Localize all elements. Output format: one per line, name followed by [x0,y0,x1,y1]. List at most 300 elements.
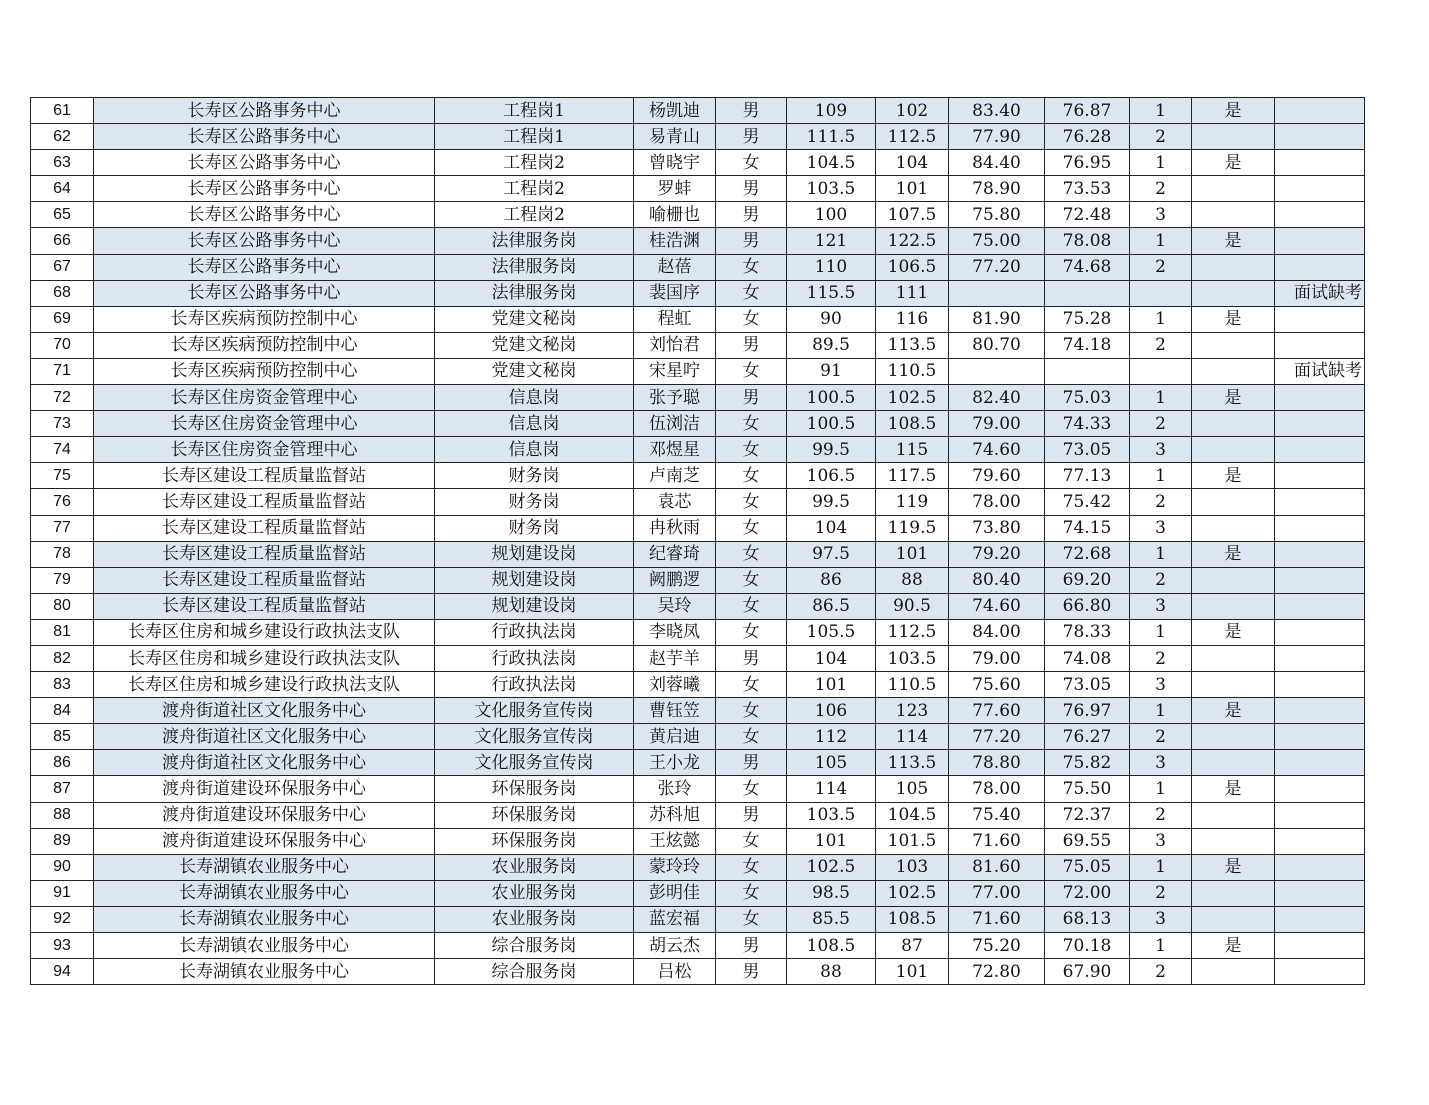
cell-interview-score: 79.60 [949,463,1045,489]
cell-rank: 2 [1130,802,1192,828]
cell-remark [1275,567,1365,593]
cell-seq-no: 66 [31,228,94,254]
cell-score-1: 99.5 [787,489,876,515]
cell-post: 农业服务岗 [435,880,634,906]
cell-gender: 女 [716,828,787,854]
cell-interview-score: 72.80 [949,959,1045,985]
cell-total-score: 69.55 [1045,828,1130,854]
cell-interview-score: 73.80 [949,515,1045,541]
cell-total-score: 76.27 [1045,724,1130,750]
cell-score-2: 122.5 [876,228,949,254]
cell-seq-no: 77 [31,515,94,541]
cell-total-score: 78.08 [1045,228,1130,254]
cell-score-1: 98.5 [787,880,876,906]
table-row [31,489,1365,515]
table-row [31,202,1365,228]
cell-rank: 1 [1130,228,1192,254]
table-row [31,672,1365,698]
cell-interview-score: 82.40 [949,385,1045,411]
cell-rank: 3 [1130,515,1192,541]
cell-unit: 渡舟街道社区文化服务中心 [94,750,435,776]
cell-score-2: 101 [876,541,949,567]
cell-total-score: 76.97 [1045,698,1130,724]
table-row [31,880,1365,906]
table-row [31,124,1365,150]
cell-interview-score [949,358,1045,384]
cell-total-score: 74.15 [1045,515,1130,541]
cell-score-2: 106.5 [876,254,949,280]
cell-score-2: 110.5 [876,672,949,698]
cell-total-score: 72.00 [1045,880,1130,906]
table-row [31,228,1365,254]
cell-gender: 女 [716,437,787,463]
cell-candidate-name: 张予聪 [634,385,716,411]
cell-post: 文化服务宣传岗 [435,750,634,776]
cell-rank: 1 [1130,619,1192,645]
cell-score-1: 86 [787,567,876,593]
cell-rank: 3 [1130,750,1192,776]
cell-score-1: 106.5 [787,463,876,489]
cell-score-1: 86.5 [787,593,876,619]
cell-score-1: 90 [787,306,876,332]
cell-seq-no: 92 [31,906,94,932]
cell-physical-exam [1192,959,1275,985]
cell-candidate-name: 喻栅也 [634,202,716,228]
cell-remark [1275,724,1365,750]
cell-post: 财务岗 [435,489,634,515]
cell-physical-exam: 是 [1192,854,1275,880]
cell-score-1: 100.5 [787,411,876,437]
cell-total-score: 74.18 [1045,332,1130,358]
table-row [31,541,1365,567]
cell-remark [1275,437,1365,463]
cell-remark [1275,854,1365,880]
cell-gender: 女 [716,724,787,750]
cell-total-score: 78.33 [1045,619,1130,645]
cell-unit: 长寿区疾病预防控制中心 [94,332,435,358]
cell-score-2: 123 [876,698,949,724]
cell-interview-score: 79.00 [949,645,1045,671]
table-row [31,959,1365,985]
cell-physical-exam [1192,828,1275,854]
cell-total-score: 74.68 [1045,254,1130,280]
cell-post: 文化服务宣传岗 [435,698,634,724]
cell-seq-no: 76 [31,489,94,515]
cell-gender: 男 [716,332,787,358]
cell-candidate-name: 黄启迪 [634,724,716,750]
cell-candidate-name: 赵芋羊 [634,645,716,671]
cell-candidate-name: 彭明佳 [634,880,716,906]
cell-physical-exam [1192,906,1275,932]
cell-candidate-name: 赵蓓 [634,254,716,280]
cell-unit: 渡舟街道社区文化服务中心 [94,698,435,724]
cell-unit: 长寿区住房资金管理中心 [94,411,435,437]
cell-score-2: 87 [876,933,949,959]
cell-gender: 男 [716,750,787,776]
cell-candidate-name: 刘蓉曦 [634,672,716,698]
cell-interview-score: 78.00 [949,489,1045,515]
cell-rank: 1 [1130,854,1192,880]
cell-rank: 2 [1130,959,1192,985]
cell-physical-exam: 是 [1192,306,1275,332]
cell-rank: 2 [1130,176,1192,202]
cell-candidate-name: 吕松 [634,959,716,985]
cell-physical-exam: 是 [1192,933,1275,959]
cell-candidate-name: 蓝宏福 [634,906,716,932]
cell-post: 工程岗2 [435,150,634,176]
cell-total-score: 75.05 [1045,854,1130,880]
cell-post: 财务岗 [435,463,634,489]
cell-gender: 女 [716,306,787,332]
cell-seq-no: 67 [31,254,94,280]
cell-candidate-name: 李晓凤 [634,619,716,645]
cell-score-1: 106 [787,698,876,724]
cell-unit: 长寿湖镇农业服务中心 [94,959,435,985]
cell-interview-score: 77.60 [949,698,1045,724]
cell-seq-no: 74 [31,437,94,463]
cell-gender: 女 [716,515,787,541]
cell-post: 党建文秘岗 [435,332,634,358]
cell-seq-no: 82 [31,645,94,671]
cell-total-score [1045,280,1130,306]
cell-candidate-name: 蒙玲玲 [634,854,716,880]
cell-total-score: 75.50 [1045,776,1130,802]
cell-unit: 长寿区公路事务中心 [94,150,435,176]
cell-interview-score: 78.80 [949,750,1045,776]
cell-physical-exam [1192,750,1275,776]
cell-interview-score: 81.60 [949,854,1045,880]
cell-seq-no: 91 [31,880,94,906]
cell-candidate-name: 王炫懿 [634,828,716,854]
cell-post: 党建文秘岗 [435,358,634,384]
cell-score-2: 101 [876,176,949,202]
cell-physical-exam: 是 [1192,98,1275,124]
cell-rank: 1 [1130,385,1192,411]
cell-total-score: 72.37 [1045,802,1130,828]
cell-total-score: 73.05 [1045,437,1130,463]
cell-rank: 1 [1130,776,1192,802]
table-row [31,593,1365,619]
cell-rank: 2 [1130,567,1192,593]
cell-interview-score: 80.40 [949,567,1045,593]
cell-post: 党建文秘岗 [435,306,634,332]
cell-gender: 男 [716,228,787,254]
cell-rank: 1 [1130,698,1192,724]
cell-physical-exam [1192,358,1275,384]
cell-unit: 长寿湖镇农业服务中心 [94,880,435,906]
cell-total-score: 75.28 [1045,306,1130,332]
cell-score-2: 115 [876,437,949,463]
cell-seq-no: 85 [31,724,94,750]
cell-candidate-name: 吴玲 [634,593,716,619]
cell-interview-score: 75.20 [949,933,1045,959]
cell-remark [1275,645,1365,671]
cell-rank: 3 [1130,202,1192,228]
cell-remark: 面试缺考 [1275,280,1365,306]
cell-unit: 长寿区住房资金管理中心 [94,385,435,411]
cell-gender: 男 [716,802,787,828]
cell-unit: 长寿区公路事务中心 [94,254,435,280]
cell-gender: 女 [716,567,787,593]
cell-score-2: 114 [876,724,949,750]
cell-seq-no: 63 [31,150,94,176]
cell-unit: 长寿湖镇农业服务中心 [94,854,435,880]
cell-score-2: 103.5 [876,645,949,671]
cell-unit: 长寿湖镇农业服务中心 [94,933,435,959]
table-row [31,828,1365,854]
cell-seq-no: 78 [31,541,94,567]
cell-remark [1275,672,1365,698]
cell-score-2: 111 [876,280,949,306]
cell-gender: 女 [716,854,787,880]
cell-gender: 女 [716,698,787,724]
table-row [31,332,1365,358]
cell-score-1: 105.5 [787,619,876,645]
cell-score-1: 97.5 [787,541,876,567]
cell-physical-exam: 是 [1192,619,1275,645]
table-row [31,854,1365,880]
cell-total-score: 76.28 [1045,124,1130,150]
cell-unit: 长寿区住房资金管理中心 [94,437,435,463]
cell-post: 信息岗 [435,411,634,437]
cell-seq-no: 68 [31,280,94,306]
cell-gender: 男 [716,124,787,150]
cell-unit: 长寿区公路事务中心 [94,176,435,202]
cell-remark [1275,202,1365,228]
cell-unit: 长寿区疾病预防控制中心 [94,306,435,332]
cell-interview-score: 79.20 [949,541,1045,567]
table-row [31,802,1365,828]
cell-unit: 长寿区公路事务中心 [94,228,435,254]
cell-total-score: 70.18 [1045,933,1130,959]
cell-interview-score: 77.20 [949,254,1045,280]
cell-seq-no: 79 [31,567,94,593]
cell-unit: 长寿区公路事务中心 [94,124,435,150]
cell-candidate-name: 阙鹏逻 [634,567,716,593]
cell-post: 工程岗2 [435,202,634,228]
cell-score-2: 104.5 [876,802,949,828]
cell-score-1: 99.5 [787,437,876,463]
cell-post: 规划建设岗 [435,567,634,593]
cell-total-score: 66.80 [1045,593,1130,619]
cell-remark [1275,176,1365,202]
cell-physical-exam: 是 [1192,698,1275,724]
cell-post: 财务岗 [435,515,634,541]
table-row [31,776,1365,802]
cell-remark [1275,489,1365,515]
cell-rank: 2 [1130,489,1192,515]
cell-unit: 渡舟街道建设环保服务中心 [94,828,435,854]
cell-seq-no: 73 [31,411,94,437]
cell-gender: 女 [716,541,787,567]
cell-post: 行政执法岗 [435,619,634,645]
cell-unit: 长寿区建设工程质量监督站 [94,541,435,567]
cell-gender: 男 [716,933,787,959]
cell-rank: 2 [1130,124,1192,150]
cell-candidate-name: 卢南芝 [634,463,716,489]
cell-physical-exam: 是 [1192,463,1275,489]
cell-interview-score: 75.80 [949,202,1045,228]
cell-post: 工程岗1 [435,124,634,150]
cell-score-1: 85.5 [787,906,876,932]
cell-candidate-name: 罗蚌 [634,176,716,202]
cell-remark [1275,306,1365,332]
cell-score-2: 102.5 [876,385,949,411]
cell-physical-exam [1192,176,1275,202]
cell-score-2: 119 [876,489,949,515]
cell-total-score: 69.20 [1045,567,1130,593]
cell-score-2: 108.5 [876,906,949,932]
cell-gender: 女 [716,150,787,176]
cell-post: 信息岗 [435,385,634,411]
cell-rank: 3 [1130,672,1192,698]
cell-candidate-name: 冉秋雨 [634,515,716,541]
cell-score-1: 88 [787,959,876,985]
cell-gender: 男 [716,98,787,124]
cell-candidate-name: 刘怡君 [634,332,716,358]
cell-score-2: 119.5 [876,515,949,541]
cell-score-1: 100.5 [787,385,876,411]
cell-gender: 男 [716,959,787,985]
cell-remark [1275,124,1365,150]
cell-post: 环保服务岗 [435,802,634,828]
cell-candidate-name: 桂浩渊 [634,228,716,254]
cell-candidate-name: 纪睿琦 [634,541,716,567]
table-row [31,567,1365,593]
cell-candidate-name: 苏科旭 [634,802,716,828]
cell-post: 工程岗1 [435,98,634,124]
cell-rank: 1 [1130,933,1192,959]
cell-candidate-name: 易青山 [634,124,716,150]
cell-remark [1275,515,1365,541]
cell-post: 规划建设岗 [435,541,634,567]
cell-remark [1275,619,1365,645]
cell-candidate-name: 曹钰笠 [634,698,716,724]
cell-rank: 2 [1130,880,1192,906]
cell-score-1: 104 [787,645,876,671]
table-row [31,254,1365,280]
cell-score-2: 88 [876,567,949,593]
cell-candidate-name: 胡云杰 [634,933,716,959]
cell-rank: 2 [1130,724,1192,750]
cell-rank: 1 [1130,98,1192,124]
cell-gender: 女 [716,880,787,906]
cell-unit: 渡舟街道建设环保服务中心 [94,776,435,802]
cell-interview-score: 74.60 [949,593,1045,619]
cell-seq-no: 61 [31,98,94,124]
cell-score-1: 115.5 [787,280,876,306]
cell-rank: 1 [1130,541,1192,567]
cell-score-2: 107.5 [876,202,949,228]
cell-physical-exam [1192,515,1275,541]
cell-post: 农业服务岗 [435,906,634,932]
cell-post: 法律服务岗 [435,228,634,254]
cell-score-1: 121 [787,228,876,254]
cell-score-1: 103.5 [787,176,876,202]
cell-physical-exam [1192,567,1275,593]
table-row [31,619,1365,645]
cell-remark [1275,411,1365,437]
cell-total-score: 67.90 [1045,959,1130,985]
cell-interview-score: 77.00 [949,880,1045,906]
cell-gender: 女 [716,593,787,619]
cell-rank: 2 [1130,411,1192,437]
table-row [31,645,1365,671]
cell-total-score: 75.82 [1045,750,1130,776]
table-row [31,98,1365,124]
cell-candidate-name: 裴国序 [634,280,716,306]
cell-total-score: 74.08 [1045,645,1130,671]
cell-remark [1275,776,1365,802]
cell-seq-no: 81 [31,619,94,645]
cell-score-1: 89.5 [787,332,876,358]
cell-score-1: 100 [787,202,876,228]
cell-candidate-name: 曾晓宇 [634,150,716,176]
cell-rank: 1 [1130,306,1192,332]
table-row [31,280,1365,306]
cell-gender: 男 [716,645,787,671]
cell-remark [1275,802,1365,828]
cell-seq-no: 65 [31,202,94,228]
cell-physical-exam [1192,802,1275,828]
cell-unit: 长寿区建设工程质量监督站 [94,515,435,541]
cell-remark [1275,593,1365,619]
cell-score-1: 105 [787,750,876,776]
cell-physical-exam [1192,724,1275,750]
cell-physical-exam [1192,332,1275,358]
cell-physical-exam: 是 [1192,541,1275,567]
table-row [31,724,1365,750]
cell-seq-no: 94 [31,959,94,985]
cell-physical-exam [1192,593,1275,619]
cell-physical-exam [1192,202,1275,228]
table-row [31,698,1365,724]
cell-score-2: 102 [876,98,949,124]
cell-rank: 2 [1130,645,1192,671]
cell-total-score: 73.53 [1045,176,1130,202]
cell-post: 环保服务岗 [435,828,634,854]
table-row [31,150,1365,176]
cell-score-1: 101 [787,672,876,698]
cell-score-1: 112 [787,724,876,750]
cell-remark [1275,228,1365,254]
cell-interview-score: 78.90 [949,176,1045,202]
cell-candidate-name: 宋星咛 [634,358,716,384]
cell-seq-no: 88 [31,802,94,828]
cell-candidate-name: 王小龙 [634,750,716,776]
cell-remark [1275,959,1365,985]
cell-seq-no: 86 [31,750,94,776]
cell-total-score: 76.95 [1045,150,1130,176]
cell-gender: 男 [716,202,787,228]
cell-post: 信息岗 [435,437,634,463]
cell-seq-no: 69 [31,306,94,332]
cell-remark [1275,698,1365,724]
cell-score-2: 108.5 [876,411,949,437]
cell-post: 工程岗2 [435,176,634,202]
cell-score-1: 102.5 [787,854,876,880]
cell-interview-score: 75.00 [949,228,1045,254]
cell-seq-no: 84 [31,698,94,724]
cell-unit: 长寿区住房和城乡建设行政执法支队 [94,619,435,645]
cell-remark: 面试缺考 [1275,358,1365,384]
cell-interview-score: 81.90 [949,306,1045,332]
cell-total-score: 76.87 [1045,98,1130,124]
cell-physical-exam: 是 [1192,228,1275,254]
cell-remark [1275,906,1365,932]
cell-gender: 女 [716,776,787,802]
cell-total-score [1045,358,1130,384]
